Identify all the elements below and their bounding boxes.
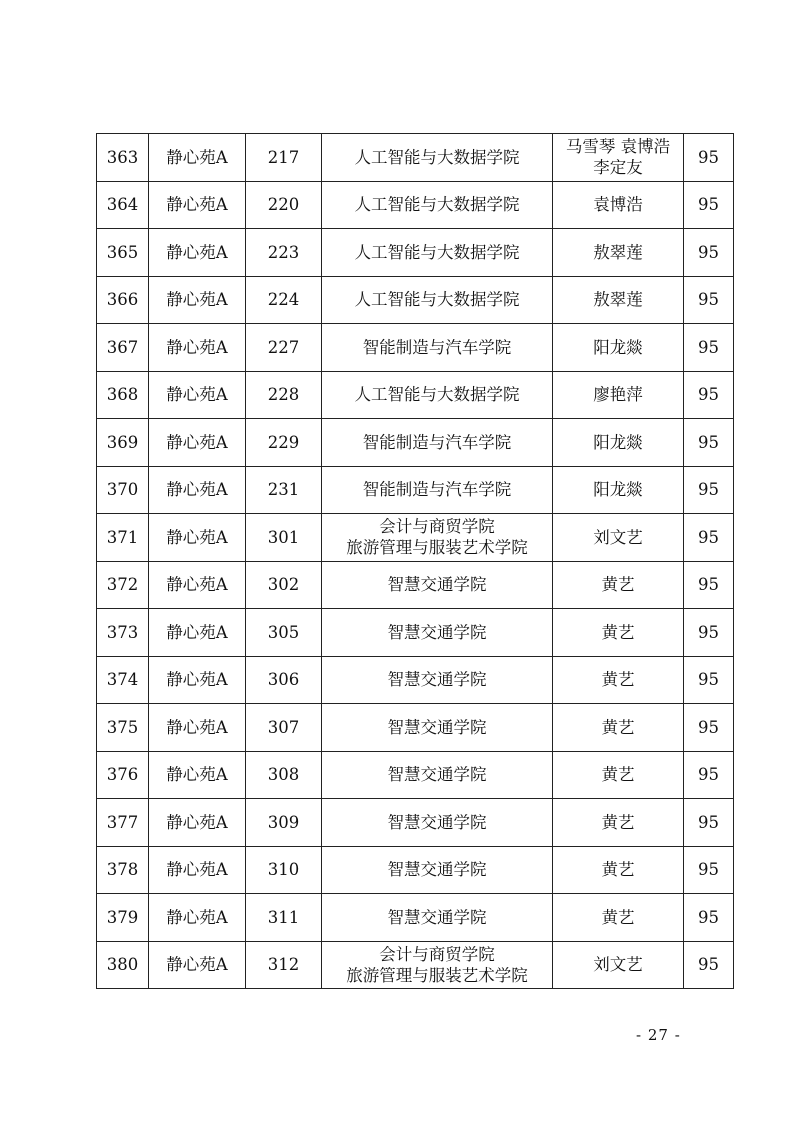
cell-teacher-line: 黄艺 bbox=[601, 765, 635, 785]
cell-room: 305 bbox=[246, 609, 322, 657]
cell-building: 静心苑A bbox=[149, 799, 246, 847]
cell-room: 229 bbox=[246, 419, 322, 467]
cell-college-line: 人工智能与大数据学院 bbox=[354, 195, 520, 215]
cell-college bbox=[322, 846, 553, 894]
cell-college bbox=[322, 324, 553, 372]
cell-room: 306 bbox=[246, 656, 322, 704]
table-row bbox=[97, 894, 734, 942]
cell-teacher-line: 敖翠莲 bbox=[593, 242, 643, 262]
cell-teacher bbox=[553, 609, 684, 657]
cell-room: 231 bbox=[246, 466, 322, 514]
table-row bbox=[97, 229, 734, 277]
cell-college-line: 智慧交通学院 bbox=[387, 575, 487, 595]
cell-number: 374 bbox=[97, 656, 149, 704]
cell-teacher-line: 黄艺 bbox=[601, 575, 635, 595]
table-row bbox=[97, 656, 734, 704]
cell-number: 373 bbox=[97, 609, 149, 657]
cell-building: 静心苑A bbox=[149, 276, 246, 324]
cell-teacher-line: 敖翠莲 bbox=[593, 290, 643, 310]
cell-score: 95 bbox=[684, 181, 734, 229]
table-row bbox=[97, 514, 734, 562]
cell-teacher bbox=[553, 181, 684, 229]
cell-college bbox=[322, 514, 553, 562]
cell-teacher-line: 黄艺 bbox=[601, 670, 635, 690]
dormitory-score-table bbox=[96, 133, 734, 989]
cell-number: 368 bbox=[97, 371, 149, 419]
cell-score: 95 bbox=[684, 371, 734, 419]
cell-building: 静心苑A bbox=[149, 419, 246, 467]
cell-number: 378 bbox=[97, 846, 149, 894]
cell-teacher-line: 阳龙燚 bbox=[593, 337, 643, 357]
cell-teacher-line: 袁博浩 bbox=[593, 195, 643, 215]
cell-teacher bbox=[553, 419, 684, 467]
cell-number: 365 bbox=[97, 229, 149, 277]
cell-building: 静心苑A bbox=[149, 656, 246, 704]
table-row bbox=[97, 846, 734, 894]
cell-room: 308 bbox=[246, 751, 322, 799]
cell-college bbox=[322, 561, 553, 609]
cell-building: 静心苑A bbox=[149, 371, 246, 419]
cell-college bbox=[322, 751, 553, 799]
cell-college-line: 人工智能与大数据学院 bbox=[354, 242, 520, 262]
cell-teacher-line: 马雪琴 袁博浩 bbox=[565, 137, 671, 157]
cell-room: 224 bbox=[246, 276, 322, 324]
cell-teacher bbox=[553, 134, 684, 182]
cell-room: 311 bbox=[246, 894, 322, 942]
table-row bbox=[97, 799, 734, 847]
table-row bbox=[97, 466, 734, 514]
cell-teacher bbox=[553, 466, 684, 514]
cell-teacher-line: 刘文艺 bbox=[593, 527, 643, 547]
cell-building: 静心苑A bbox=[149, 229, 246, 277]
cell-score: 95 bbox=[684, 276, 734, 324]
cell-college-line: 旅游管理与服装艺术学院 bbox=[346, 965, 528, 985]
table-row bbox=[97, 371, 734, 419]
cell-number: 363 bbox=[97, 134, 149, 182]
cell-teacher bbox=[553, 799, 684, 847]
cell-college-line: 会计与商贸学院 bbox=[379, 944, 495, 964]
cell-building: 静心苑A bbox=[149, 704, 246, 752]
cell-number: 375 bbox=[97, 704, 149, 752]
cell-room: 301 bbox=[246, 514, 322, 562]
cell-college-line: 智慧交通学院 bbox=[387, 765, 487, 785]
cell-teacher bbox=[553, 846, 684, 894]
cell-teacher bbox=[553, 514, 684, 562]
cell-building: 静心苑A bbox=[149, 134, 246, 182]
cell-college-line: 人工智能与大数据学院 bbox=[354, 147, 520, 167]
cell-teacher-line: 李定友 bbox=[593, 158, 643, 178]
cell-college-line: 智慧交通学院 bbox=[387, 670, 487, 690]
cell-score: 95 bbox=[684, 419, 734, 467]
cell-number: 380 bbox=[97, 941, 149, 989]
cell-number: 366 bbox=[97, 276, 149, 324]
cell-teacher bbox=[553, 371, 684, 419]
cell-teacher-line: 廖艳萍 bbox=[593, 385, 643, 405]
cell-teacher bbox=[553, 561, 684, 609]
cell-college-line: 智慧交通学院 bbox=[387, 717, 487, 737]
cell-teacher-line: 黄艺 bbox=[601, 860, 635, 880]
cell-score: 95 bbox=[684, 846, 734, 894]
cell-college-line: 人工智能与大数据学院 bbox=[354, 385, 520, 405]
cell-college-line: 智慧交通学院 bbox=[387, 860, 487, 880]
table-row bbox=[97, 324, 734, 372]
cell-college bbox=[322, 704, 553, 752]
cell-college-line: 会计与商贸学院 bbox=[379, 517, 495, 537]
cell-teacher-line: 黄艺 bbox=[601, 622, 635, 642]
cell-college bbox=[322, 894, 553, 942]
cell-teacher bbox=[553, 324, 684, 372]
table-row bbox=[97, 181, 734, 229]
cell-college-line: 智能制造与汽车学院 bbox=[362, 432, 512, 452]
cell-building: 静心苑A bbox=[149, 894, 246, 942]
cell-college-line: 人工智能与大数据学院 bbox=[354, 290, 520, 310]
cell-score: 95 bbox=[684, 229, 734, 277]
cell-building: 静心苑A bbox=[149, 609, 246, 657]
table-row bbox=[97, 561, 734, 609]
cell-number: 367 bbox=[97, 324, 149, 372]
table-row bbox=[97, 941, 734, 989]
cell-college bbox=[322, 466, 553, 514]
cell-score: 95 bbox=[684, 799, 734, 847]
cell-college bbox=[322, 181, 553, 229]
cell-room: 217 bbox=[246, 134, 322, 182]
cell-teacher-line: 黄艺 bbox=[601, 812, 635, 832]
cell-room: 307 bbox=[246, 704, 322, 752]
cell-room: 312 bbox=[246, 941, 322, 989]
cell-college bbox=[322, 656, 553, 704]
cell-room: 309 bbox=[246, 799, 322, 847]
cell-college-line: 智能制造与汽车学院 bbox=[362, 337, 512, 357]
cell-college-line: 智慧交通学院 bbox=[387, 622, 487, 642]
cell-building: 静心苑A bbox=[149, 846, 246, 894]
cell-college bbox=[322, 229, 553, 277]
cell-room: 227 bbox=[246, 324, 322, 372]
cell-number: 370 bbox=[97, 466, 149, 514]
cell-number: 377 bbox=[97, 799, 149, 847]
cell-score: 95 bbox=[684, 561, 734, 609]
cell-college-line: 旅游管理与服装艺术学院 bbox=[346, 538, 528, 558]
table-row bbox=[97, 276, 734, 324]
cell-number: 372 bbox=[97, 561, 149, 609]
cell-college-line: 智慧交通学院 bbox=[387, 907, 487, 927]
cell-building: 静心苑A bbox=[149, 941, 246, 989]
cell-teacher-line: 刘文艺 bbox=[593, 955, 643, 975]
cell-score: 95 bbox=[684, 656, 734, 704]
cell-teacher bbox=[553, 704, 684, 752]
cell-score: 95 bbox=[684, 751, 734, 799]
cell-score: 95 bbox=[684, 941, 734, 989]
cell-college-line: 智能制造与汽车学院 bbox=[362, 480, 512, 500]
cell-college bbox=[322, 799, 553, 847]
table-row bbox=[97, 751, 734, 799]
table-row bbox=[97, 419, 734, 467]
table-row bbox=[97, 704, 734, 752]
cell-building: 静心苑A bbox=[149, 561, 246, 609]
cell-teacher-line: 黄艺 bbox=[601, 907, 635, 927]
cell-building: 静心苑A bbox=[149, 751, 246, 799]
cell-teacher bbox=[553, 656, 684, 704]
cell-building: 静心苑A bbox=[149, 466, 246, 514]
cell-college bbox=[322, 371, 553, 419]
page-number: - 27 - bbox=[636, 1026, 681, 1044]
cell-score: 95 bbox=[684, 514, 734, 562]
table-row bbox=[97, 609, 734, 657]
cell-building: 静心苑A bbox=[149, 181, 246, 229]
table-body bbox=[97, 134, 734, 989]
cell-teacher-line: 黄艺 bbox=[601, 717, 635, 737]
cell-score: 95 bbox=[684, 134, 734, 182]
cell-teacher-line: 阳龙燚 bbox=[593, 480, 643, 500]
cell-teacher bbox=[553, 894, 684, 942]
cell-number: 364 bbox=[97, 181, 149, 229]
cell-college bbox=[322, 419, 553, 467]
cell-building: 静心苑A bbox=[149, 514, 246, 562]
cell-room: 310 bbox=[246, 846, 322, 894]
cell-room: 302 bbox=[246, 561, 322, 609]
cell-score: 95 bbox=[684, 704, 734, 752]
cell-college bbox=[322, 609, 553, 657]
cell-building: 静心苑A bbox=[149, 324, 246, 372]
cell-number: 371 bbox=[97, 514, 149, 562]
cell-number: 376 bbox=[97, 751, 149, 799]
cell-number: 369 bbox=[97, 419, 149, 467]
cell-teacher-line: 阳龙燚 bbox=[593, 432, 643, 452]
table-row bbox=[97, 134, 734, 182]
cell-teacher bbox=[553, 751, 684, 799]
cell-teacher bbox=[553, 941, 684, 989]
cell-score: 95 bbox=[684, 324, 734, 372]
cell-room: 223 bbox=[246, 229, 322, 277]
cell-teacher bbox=[553, 229, 684, 277]
cell-college bbox=[322, 276, 553, 324]
cell-score: 95 bbox=[684, 609, 734, 657]
cell-college-line: 智慧交通学院 bbox=[387, 812, 487, 832]
cell-score: 95 bbox=[684, 894, 734, 942]
cell-college bbox=[322, 941, 553, 989]
cell-score: 95 bbox=[684, 466, 734, 514]
cell-number: 379 bbox=[97, 894, 149, 942]
cell-college bbox=[322, 134, 553, 182]
cell-teacher bbox=[553, 276, 684, 324]
cell-room: 220 bbox=[246, 181, 322, 229]
cell-room: 228 bbox=[246, 371, 322, 419]
